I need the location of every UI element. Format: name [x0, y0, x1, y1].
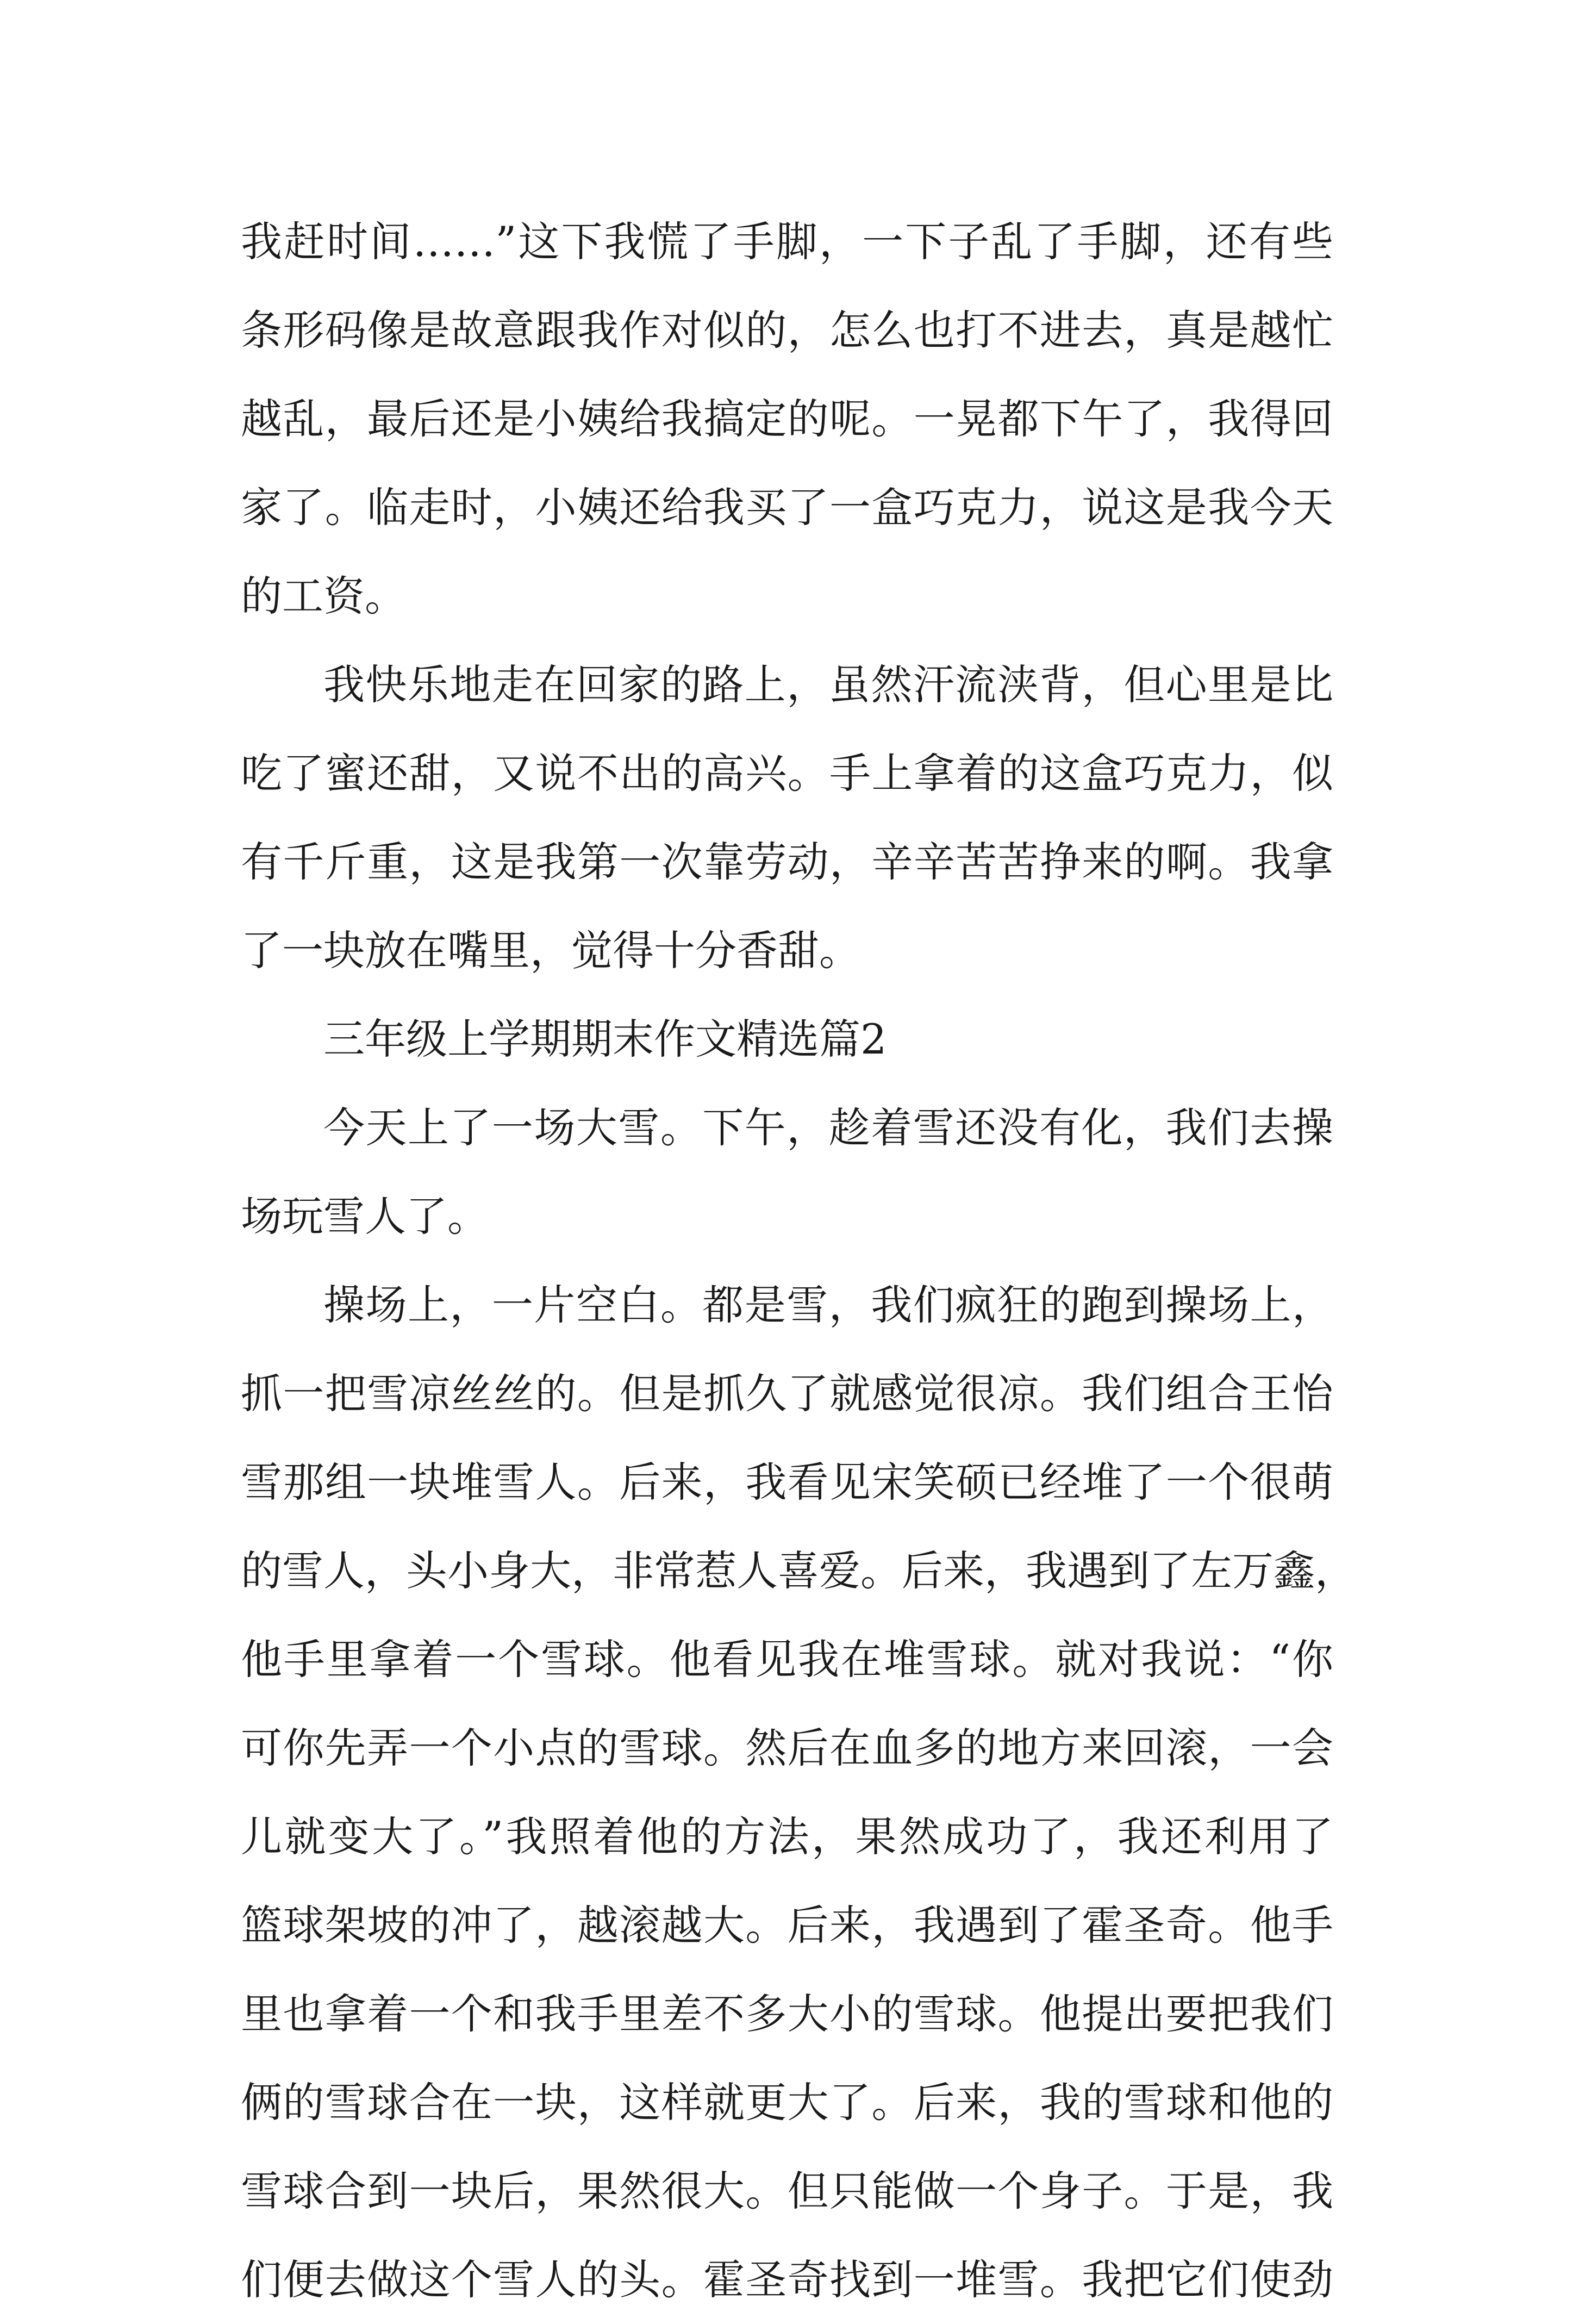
text-line: 他手里拿着一个雪球。他看见我在堆雪球。就对我说：“你 — [241, 1635, 1333, 1684]
text-line: 儿就变大了。”我照着他的方法，果然成功了，我还利用了 — [241, 1812, 1333, 1861]
text-line: 可你先弄一个小点的雪球。然后在血多的地方来回滚，一会 — [241, 1724, 1333, 1772]
text-line: 操场上，一片空白。都是雪，我们疯狂的跑到操场上， — [323, 1281, 1333, 1329]
text-line: 俩的雪球合在一块，这样就更大了。后来，我的雪球和他的 — [241, 2078, 1333, 2127]
text-line: 有千斤重，这是我第一次靠劳动，辛辛苦苦挣来的啊。我拿 — [241, 838, 1333, 886]
text-line: 雪球合到一块后，果然很大。但只能做一个身子。于是，我 — [241, 2167, 1333, 2215]
text-line: 了一块放在嘴里，觉得十分香甜。 — [241, 926, 860, 975]
text-line: 们便去做这个雪人的头。霍圣奇找到一堆雪。我把它们使劲 — [241, 2256, 1333, 2304]
text-line: 我赶时间……”这下我慌了手脚，一下子乱了手脚，还有些 — [241, 217, 1333, 266]
text-line: 条形码像是故意跟我作对似的，怎么也打不进去，真是越忙 — [241, 306, 1333, 354]
paragraph-3 — [241, 1083, 1333, 1261]
text-line: 的工资。 — [241, 572, 406, 620]
text-line: 越乱，最后还是小姨给我搞定的呢。一晃都下午了，我得回 — [241, 395, 1333, 443]
text-line: 里也拿着一个和我手里差不多大小的雪球。他提出要把我们 — [241, 1990, 1333, 2038]
text-line: 我快乐地走在回家的路上，虽然汗流浃背，但心里是比 — [323, 661, 1333, 709]
heading-text: 三年级上学期期末作文精选篇2 — [323, 1015, 887, 1063]
section-heading — [241, 995, 1333, 1083]
text-line: 抓一把雪凉丝丝的。但是抓久了就感觉很凉。我们组合王怡 — [241, 1369, 1333, 1418]
text-line: 家了。临走时，小姨还给我买了一盒巧克力，说这是我今天 — [241, 483, 1333, 532]
paragraph-4 — [241, 1261, 1356, 2324]
paragraph-1 — [241, 197, 1333, 640]
text-line: 场玩雪人了。 — [241, 1192, 489, 1241]
paragraph-2 — [241, 640, 1333, 995]
text-line: 今天上了一场大雪。下午，趁着雪还没有化，我们去操 — [323, 1104, 1333, 1152]
text-line: 雪那组一块堆雪人。后来，我看见宋笑硕已经堆了一个很萌 — [241, 1458, 1333, 1506]
text-line: 吃了蜜还甜，又说不出的高兴。手上拿着的这盒巧克力，似 — [241, 749, 1333, 797]
document-body — [241, 197, 1356, 2324]
text-line: 篮球架坡的冲了，越滚越大。后来，我遇到了霍圣奇。他手 — [241, 1901, 1333, 1949]
text-line: 的雪人，头小身大，非常惹人喜爱。后来，我遇到了左万鑫， — [241, 1547, 1356, 1595]
